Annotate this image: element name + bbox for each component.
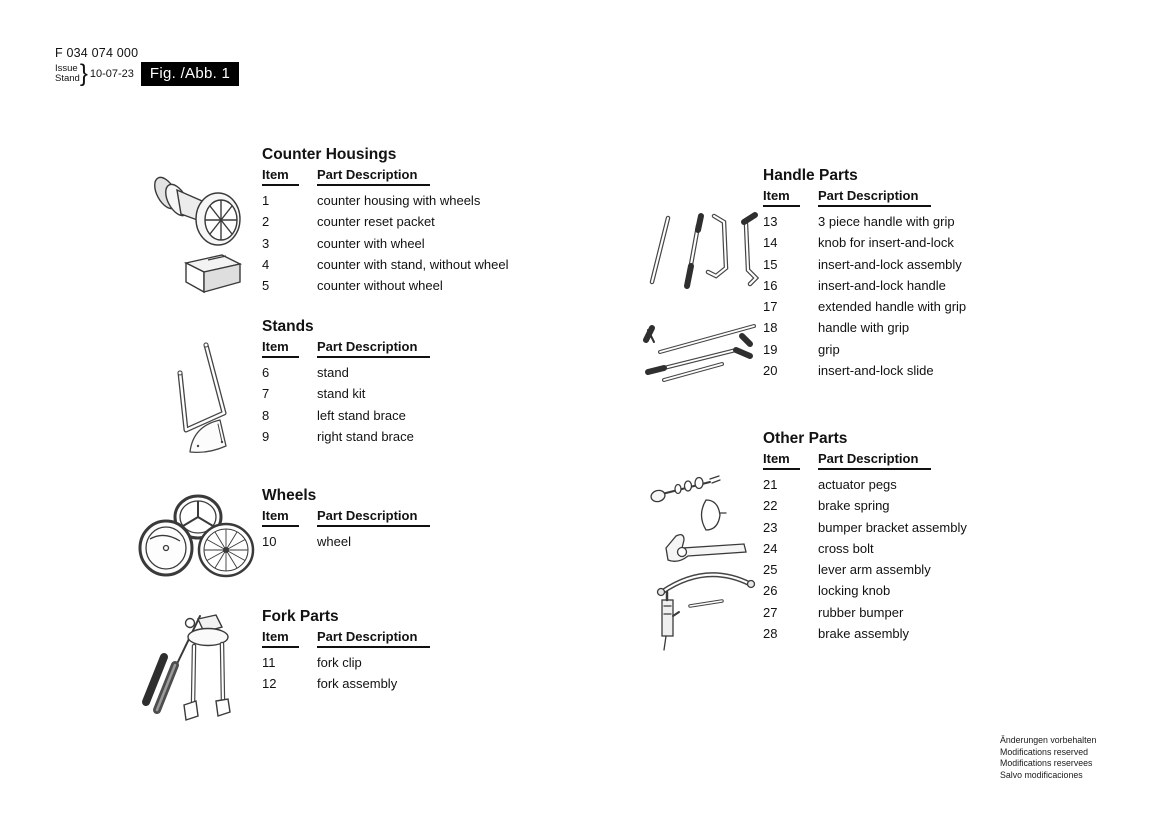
item-number: 27: [763, 604, 778, 620]
table-row: [262, 233, 509, 254]
part-description: counter with wheel: [317, 235, 425, 251]
section-wheels: [262, 487, 430, 552]
part-description: insert-and-lock slide: [818, 363, 934, 379]
item-number: 25: [763, 562, 778, 578]
item-column-header: Item: [262, 339, 299, 358]
stand-label: Stand: [55, 73, 80, 84]
item-number: 23: [763, 519, 778, 535]
item-number: 7: [262, 386, 270, 402]
table-row: [262, 405, 430, 426]
part-description: right stand brace: [317, 428, 414, 444]
item-number: 28: [763, 626, 778, 642]
description-column-header: Part Description: [317, 508, 430, 527]
section-handle-parts: [763, 167, 966, 381]
table-row: [763, 517, 967, 538]
section-title: Wheels: [262, 487, 317, 504]
stand-drawing: [160, 333, 242, 459]
table-row: [763, 339, 966, 360]
section-title: Fork Parts: [262, 608, 339, 625]
item-column-header: Item: [763, 451, 800, 470]
part-description: insert-and-lock assembly: [818, 256, 962, 272]
item-number: 10: [262, 534, 277, 549]
description-column-header: Part Description: [317, 167, 430, 186]
table-header: [763, 188, 966, 207]
item-number: 13: [763, 214, 778, 229]
part-description: actuator pegs: [818, 477, 897, 492]
table-row: [763, 495, 967, 516]
item-column-header: Item: [262, 629, 299, 648]
section-title: Handle Parts: [763, 167, 858, 184]
item-number: 22: [763, 498, 778, 514]
table-row: [763, 296, 966, 317]
table-row: [262, 673, 430, 694]
item-number: 5: [262, 278, 270, 294]
part-description: locking knob: [818, 583, 891, 599]
part-description: counter with stand, without wheel: [317, 256, 509, 272]
note-line: Modifications reservees: [1000, 758, 1093, 769]
part-description: grip: [818, 341, 840, 357]
item-column-header: Item: [262, 508, 299, 527]
note-line: Modifications reserved: [1000, 746, 1089, 757]
table-row: [763, 360, 966, 381]
issue-stand-labels: [55, 64, 80, 85]
item-column-header: Item: [763, 188, 800, 207]
part-description: cross bolt: [818, 540, 874, 556]
description-column-header: Part Description: [317, 339, 430, 358]
note-line: Salvo modificaciones: [1000, 769, 1083, 780]
table-header: [763, 451, 967, 470]
part-description: extended handle with grip: [818, 299, 967, 315]
item-number: 1: [262, 193, 270, 208]
item-number: 2: [262, 214, 270, 230]
part-description: stand kit: [317, 386, 366, 402]
section-title: Stands: [262, 318, 314, 335]
item-number: 17: [763, 299, 778, 315]
part-description: counter reset packet: [317, 214, 435, 230]
note-line: Änderungen vorbehalten: [1000, 735, 1097, 745]
handle-parts-drawing: [638, 204, 762, 384]
table-row: [262, 211, 509, 232]
part-description: rubber bumper: [818, 604, 904, 620]
item-number: 18: [763, 320, 778, 336]
section-stands: [262, 318, 430, 447]
table-row: [262, 275, 509, 296]
part-description: bumper bracket assembly: [818, 519, 967, 535]
item-number: 14: [763, 235, 778, 251]
item-number: 20: [763, 363, 778, 379]
section-other-parts: [763, 430, 967, 644]
section-title: Other Parts: [763, 430, 848, 447]
table-row: [262, 531, 430, 552]
item-number: 8: [262, 407, 270, 423]
part-description: fork clip: [317, 655, 362, 670]
item-number: 21: [763, 477, 778, 492]
item-column-header: Item: [262, 167, 299, 186]
part-description: wheel: [317, 534, 351, 549]
description-column-header: Part Description: [818, 451, 931, 470]
table-row: [763, 474, 967, 495]
document-part-number: F 034 074 000: [55, 46, 139, 60]
section-title: Counter Housings: [262, 146, 397, 163]
item-number: 9: [262, 428, 270, 444]
description-column-header: Part Description: [317, 629, 430, 648]
section-counter-housings: [262, 146, 509, 296]
part-description: fork assembly: [317, 676, 398, 692]
table-row: [763, 254, 966, 275]
section-fork-parts: [262, 608, 430, 695]
item-number: 6: [262, 365, 270, 380]
issue-block: [55, 60, 239, 88]
item-number: 19: [763, 341, 778, 357]
part-description: handle with grip: [818, 320, 910, 336]
item-number: 24: [763, 540, 778, 556]
table-header: [262, 629, 430, 648]
item-number: 16: [763, 277, 778, 293]
item-number: 3: [262, 235, 270, 251]
part-description: knob for insert-and-lock: [818, 235, 954, 251]
table-row: [763, 317, 966, 338]
table-header: [262, 339, 430, 358]
table-row: [763, 623, 967, 644]
table-row: [262, 254, 509, 275]
table-row: [763, 232, 966, 253]
item-number: 15: [763, 256, 778, 272]
part-description: lever arm assembly: [818, 562, 931, 578]
table-row: [262, 426, 430, 447]
table-row: [262, 362, 430, 383]
figure-label-badge: Fig. /Abb. 1: [141, 62, 239, 86]
table-row: [763, 275, 966, 296]
part-description: counter without wheel: [317, 278, 443, 294]
issue-label: Issue: [55, 62, 78, 74]
part-description: brake spring: [818, 498, 890, 514]
counter-housing-drawing: [146, 163, 251, 295]
modification-notes: [1000, 735, 1096, 781]
table-header: [262, 508, 430, 527]
table-row: [262, 652, 430, 673]
issue-date: 10-07-23: [89, 68, 134, 80]
part-description: stand: [317, 365, 349, 380]
table-row: [763, 602, 967, 623]
part-description: insert-and-lock handle: [818, 277, 946, 293]
other-parts-drawing: [646, 466, 766, 654]
table-row: [763, 538, 967, 559]
table-row: [262, 383, 430, 404]
table-row: [763, 211, 966, 232]
description-column-header: Part Description: [818, 188, 931, 207]
table-row: [262, 190, 509, 211]
item-number: 12: [262, 676, 277, 692]
part-description: left stand brace: [317, 407, 406, 423]
item-number: 4: [262, 256, 270, 272]
part-description: counter housing with wheels: [317, 193, 481, 208]
part-description: brake assembly: [818, 626, 910, 642]
part-description: 3 piece handle with grip: [818, 214, 955, 229]
item-number: 11: [262, 655, 276, 670]
table-header: [262, 167, 509, 186]
item-number: 26: [763, 583, 778, 599]
brace-glyph: }: [79, 60, 88, 87]
wheels-drawing: [136, 490, 256, 580]
fork-parts-drawing: [130, 606, 238, 726]
table-row: [763, 580, 967, 601]
table-row: [763, 559, 967, 580]
